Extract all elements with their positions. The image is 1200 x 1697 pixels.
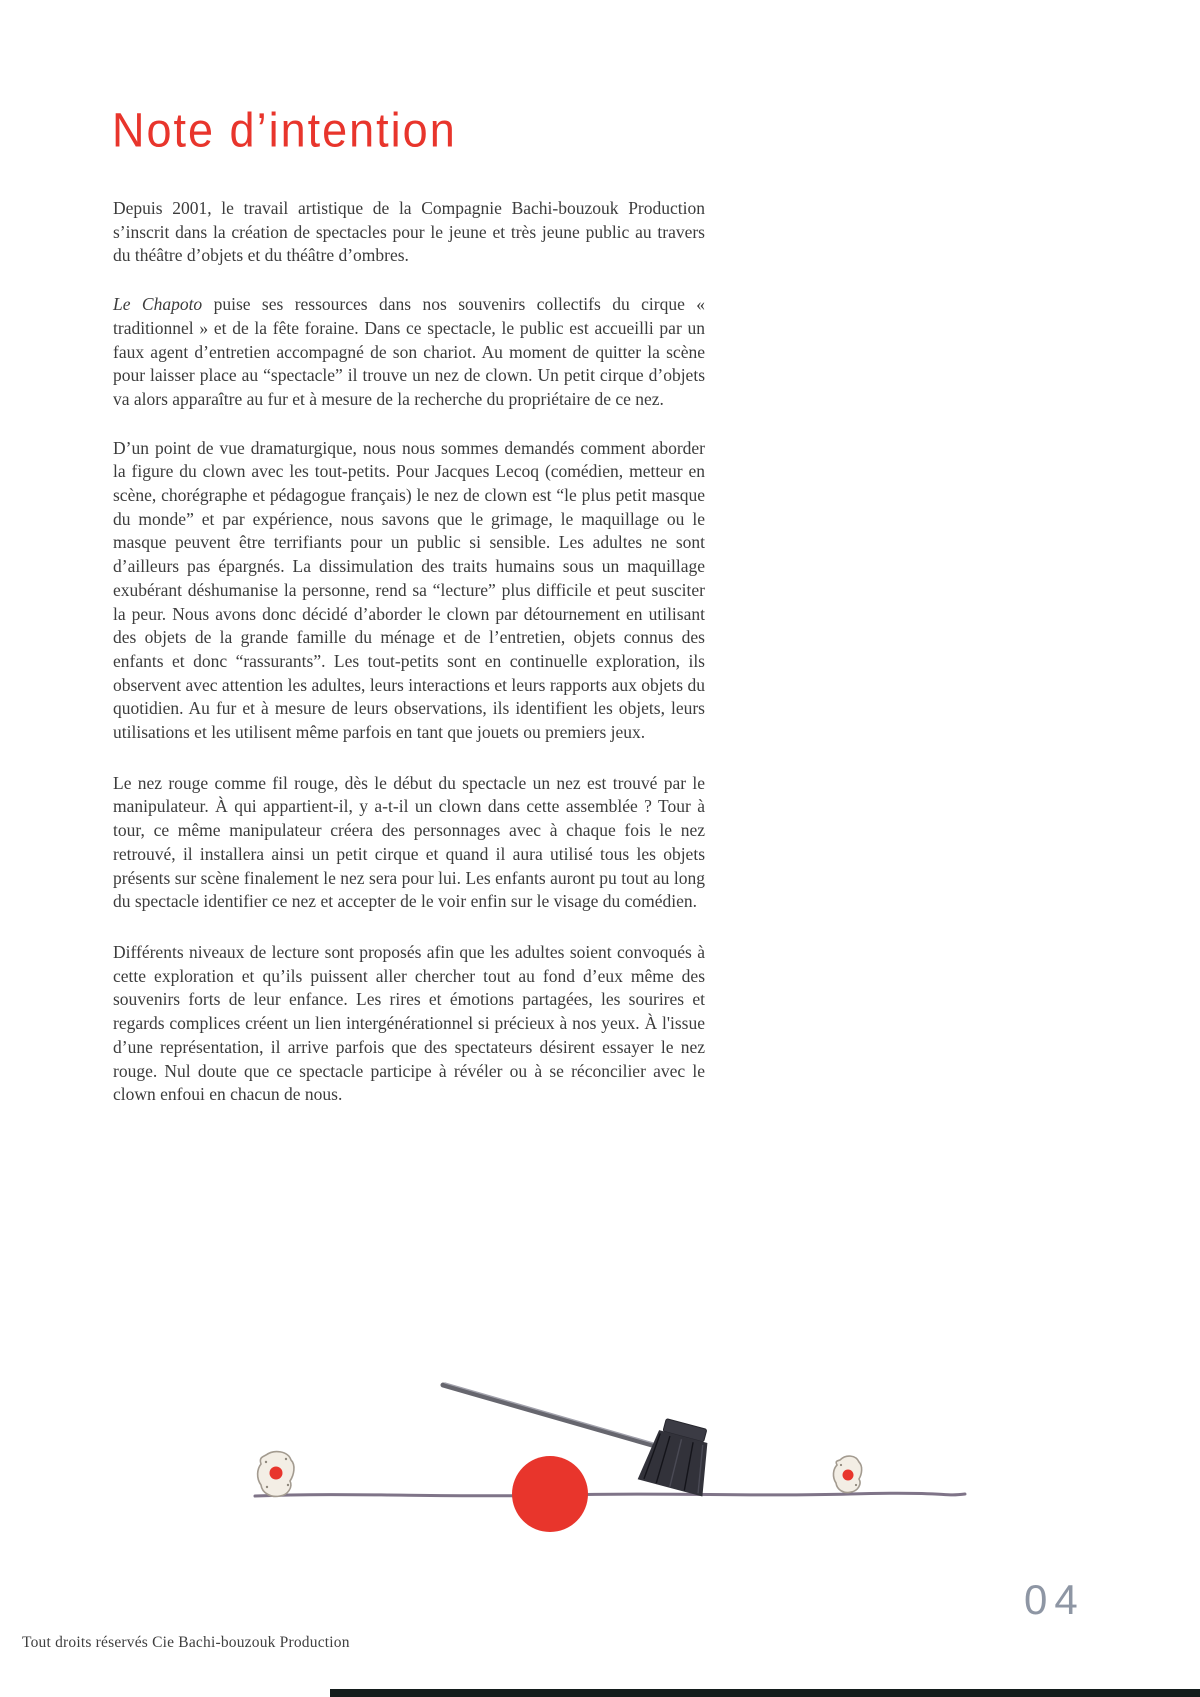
paragraph-1: Depuis 2001, le travail artistique de la Compagnie Bachi-bouzouk Production s’inscrit dans la création de spectacles pour le jeune et très jeune public au travers du théâtre d’objets et du théâtre d’ombres. <box>113 198 705 266</box>
ground-line <box>255 1493 965 1496</box>
paragraph-2-text: puise ses ressources dans nos souvenirs collectifs du cirque « traditionnel » et de la fête foraine. Dans ce spectacle, le public est accueilli par un faux agent d’entretien accompagné de son chariot. Au moment de quitter la scène pour laisser place au “spectacle” il trouve un nez de clown. Un petit cirque d’objets va alors apparaître au fur et à mesure de la recherche du propriétaire de ce nez. <box>113 294 705 409</box>
bottom-edge-bar <box>330 1689 1200 1697</box>
red-nose-icon <box>512 1456 588 1532</box>
italic-show-title: Le Chapoto <box>113 294 203 315</box>
footer-copyright: Tout droits réservés Cie Bachi-bouzouk Production <box>22 1634 350 1651</box>
page-number: 04 <box>1024 1576 1085 1623</box>
sponge-left-icon <box>258 1452 294 1497</box>
paragraph-3: D’un point de vue dramaturgique, nous nous sommes demandés comment aborder la figure du clown avec les tout-petits. Pour Jacques Lecoq (comédien, metteur en scène, chorégraphe et pédagogue français) le nez de clown est “le plus petit masque du monde” et par expérience, nous savons que le grimage, le maquillage ou le masque peuvent être terrifiants pour un public si sensible. Les adultes ne sont d’ailleurs pas épargnés. La dissimulation des traits humains sous un maquillage exubérant déshumanise la personne, rend sa “lecture” plus difficile et peut susciter la peur. Nous avons donc décidé d’aborder le clown par détournement en utilisant des objets de la grande famille du ménage et de l’entretien, objets connus des enfants et donc “rassurants”. Les tout-petits sont en continuelle exploration, ils observent avec attention les adultes, leurs interactions et leurs rapports aux objets du quotidien. Au fur et à mesure de leurs observations, ils identifient les objets, leurs utilisations et les utilisent même parfois en tant que jouets ou premiers jeux. <box>113 437 705 743</box>
paragraph-4: Le nez rouge comme fil rouge, dès le début du spectacle un nez est trouvé par le manipulateur. À qui appartient-il, y a-t-il un clown dans cette assemblée ? Tour à tour, ce même manipulateur créera des personnages avec à chaque fois le nez retrouvé, il installera ainsi un petit cirque et quand il aura utilisé tous les objets présents sur scène finalement le nez sera pour lui. Les enfants auront pu tout au long du spectacle identifier ce nez et accepter de le voir enfin sur le visage du comédien. <box>113 772 705 912</box>
paragraph-5: Différents niveaux de lecture sont proposés afin que les adultes soient convoqués à cette exploration et qu’ils puissent aller chercher tout au fond d’eux même des souvenirs forts de leur enfance. Les rires et émotions partagées, les sourires et regards complices créent un lien intergénérationnel si précieux à nos yeux. À l'issue d’une représentation, il arrive parfois que des spectateurs désirent essayer le nez rouge. Nul doute que ce spectacle participe à révéler ou à se réconcilier avec le clown enfoui en chacun de nous. <box>113 941 705 1105</box>
body-text <box>113 197 705 1132</box>
paragraph-2 <box>113 293 705 412</box>
clown-props-illustration <box>230 1365 990 1535</box>
sponge-right-icon <box>833 1456 861 1492</box>
page-title: Note d’intention <box>112 102 457 158</box>
